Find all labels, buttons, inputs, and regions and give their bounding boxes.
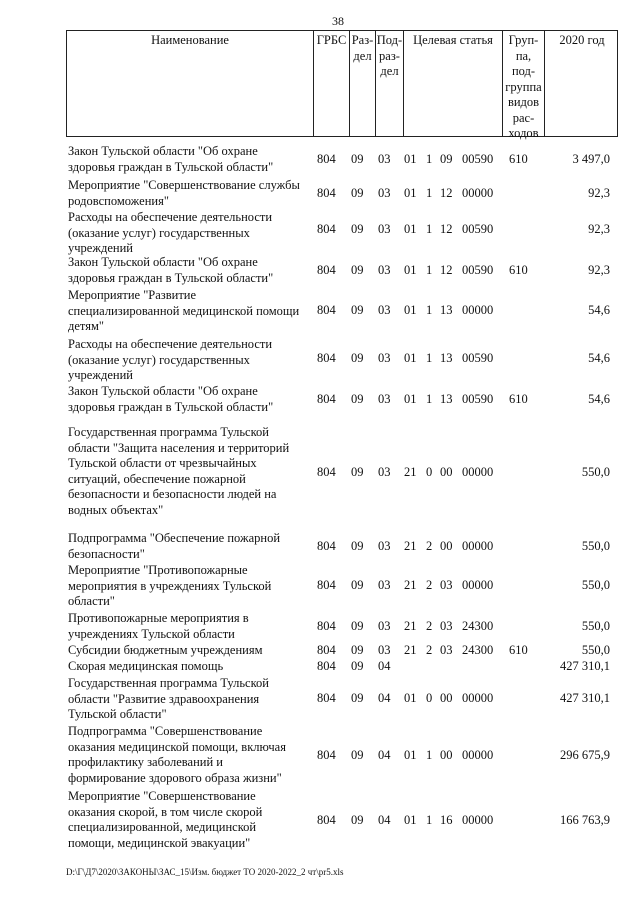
row-target-3: 12 <box>440 186 453 200</box>
row-razdel: 09 <box>351 539 364 553</box>
row-target-1: 01 <box>404 813 417 827</box>
row-target-1: 21 <box>404 578 417 592</box>
row-razdel: 09 <box>351 303 364 317</box>
row-sum: 550,0 <box>581 643 610 657</box>
row-target-1: 01 <box>404 263 417 277</box>
row-podrazdel: 04 <box>378 659 391 673</box>
row-razdel: 09 <box>351 578 364 592</box>
row-razdel: 09 <box>351 186 364 200</box>
row-razdel: 09 <box>351 813 364 827</box>
row-target-1: 01 <box>404 748 417 762</box>
row-grbs: 804 <box>317 351 336 365</box>
row-target-2: 1 <box>426 222 433 236</box>
row-group: 610 <box>509 392 528 406</box>
row-grbs: 804 <box>317 578 336 592</box>
row-sum: 550,0 <box>581 578 610 592</box>
row-target-3: 13 <box>440 392 453 406</box>
row-name: Противопожарные мероприятия в учреждениях Тульской области <box>68 611 249 641</box>
row-grbs: 804 <box>317 222 336 236</box>
row-target-1: 01 <box>404 351 417 365</box>
row-target-2: 2 <box>426 578 433 592</box>
row-target-1: 21 <box>404 539 417 553</box>
row-razdel: 09 <box>351 263 364 277</box>
row-grbs: 804 <box>317 691 336 705</box>
header-razdel-col <box>349 31 375 136</box>
row-target-2: 2 <box>426 643 433 657</box>
row-target-3: 00 <box>440 465 453 479</box>
row-target-2: 1 <box>426 152 433 166</box>
row-target-4: 00000 <box>462 186 494 200</box>
row-sum: 92,3 <box>588 186 610 200</box>
row-target-4: 00590 <box>462 222 494 236</box>
row-target-3: 13 <box>440 303 453 317</box>
row-podrazdel: 03 <box>378 263 391 277</box>
header-target-col <box>403 31 502 136</box>
row-podrazdel: 03 <box>378 643 391 657</box>
row-podrazdel: 03 <box>378 351 391 365</box>
row-sum: 296 675,9 <box>560 748 610 762</box>
row-grbs: 804 <box>317 813 336 827</box>
row-target-2: 1 <box>426 748 433 762</box>
file-path-footer: D:\Г\Д7\2020\ЗАКОНЫ\ЗАС_15\Изм. бюджет ТО 2020-2022_2 чт\pr5.xls <box>66 867 344 877</box>
row-target-4: 24300 <box>462 643 494 657</box>
row-target-2: 2 <box>426 619 433 633</box>
row-name: Скорая медицинская помощь <box>68 659 224 673</box>
row-grbs: 804 <box>317 392 336 406</box>
row-name: Расходы на обеспечение деятельности (оказание услуг) государственных учреждений <box>68 337 273 382</box>
row-target-3: 13 <box>440 351 453 365</box>
row-podrazdel: 03 <box>378 186 391 200</box>
row-razdel: 09 <box>351 392 364 406</box>
row-sum: 166 763,9 <box>560 813 610 827</box>
row-target-4: 00000 <box>462 578 494 592</box>
row-target-3: 16 <box>440 813 453 827</box>
row-sum: 550,0 <box>581 539 610 553</box>
page-number: 38 <box>332 14 344 28</box>
row-razdel: 09 <box>351 619 364 633</box>
row-name: Подпрограмма "Совершенствование оказания медицинской помощи, включая профилактику заболеваний и формирование здорового образа жизни" <box>68 724 286 785</box>
row-target-4: 24300 <box>462 619 494 633</box>
row-name: Мероприятие "Совершенствование оказания скорой, в том числе скорой специализированной, медицинской помощи, медицинской эвакуации" <box>68 789 263 850</box>
row-name: Подпрограмма "Обеспечение пожарной безопасности" <box>68 531 281 561</box>
row-target-2: 1 <box>426 392 433 406</box>
table-header <box>66 30 618 140</box>
header-year: 2020 год <box>559 33 605 47</box>
row-grbs: 804 <box>317 539 336 553</box>
row-name: Закон Тульской области "Об охране здоровья граждан в Тульской области" <box>68 384 274 414</box>
row-target-1: 01 <box>404 152 417 166</box>
row-target-1: 01 <box>404 303 417 317</box>
row-target-2: 2 <box>426 539 433 553</box>
row-target-3: 00 <box>440 691 453 705</box>
row-sum: 427 310,1 <box>560 691 610 705</box>
row-target-4: 00000 <box>462 465 494 479</box>
row-razdel: 09 <box>351 659 364 673</box>
row-target-1: 21 <box>404 619 417 633</box>
row-target-2: 1 <box>426 186 433 200</box>
row-podrazdel: 04 <box>378 748 391 762</box>
row-razdel: 09 <box>351 748 364 762</box>
row-podrazdel: 03 <box>378 619 391 633</box>
row-target-3: 00 <box>440 539 453 553</box>
row-target-2: 1 <box>426 263 433 277</box>
row-podrazdel: 03 <box>378 303 391 317</box>
row-grbs: 804 <box>317 465 336 479</box>
row-sum: 54,6 <box>588 392 610 406</box>
row-name: Субсидии бюджетным учреждениям <box>68 643 263 657</box>
row-group: 610 <box>509 152 528 166</box>
row-target-4: 00590 <box>462 351 494 365</box>
row-target-3: 03 <box>440 578 453 592</box>
row-podrazdel: 03 <box>378 465 391 479</box>
row-razdel: 09 <box>351 152 364 166</box>
row-razdel: 09 <box>351 691 364 705</box>
row-name: Закон Тульской области "Об охране здоровья граждан в Тульской области" <box>68 144 274 174</box>
row-sum: 54,6 <box>588 303 610 317</box>
row-podrazdel: 03 <box>378 392 391 406</box>
row-razdel: 09 <box>351 465 364 479</box>
row-podrazdel: 03 <box>378 222 391 236</box>
row-target-3: 09 <box>440 152 453 166</box>
row-name: Мероприятие "Развитие специализированной медицинской помощи детям" <box>68 288 300 333</box>
row-target-1: 21 <box>404 643 417 657</box>
row-target-4: 00000 <box>462 539 494 553</box>
row-grbs: 804 <box>317 643 336 657</box>
row-name: Мероприятие "Совершенствование службы родовспоможения" <box>68 178 300 208</box>
row-target-4: 00000 <box>462 748 494 762</box>
row-razdel: 09 <box>351 222 364 236</box>
row-grbs: 804 <box>317 659 336 673</box>
header-group: Груп- па, под- группа видов рас- ходов <box>505 33 542 140</box>
row-target-3: 00 <box>440 748 453 762</box>
header-group-col <box>502 31 544 140</box>
row-target-4: 00000 <box>462 691 494 705</box>
row-target-1: 01 <box>404 691 417 705</box>
row-sum: 92,3 <box>588 222 610 236</box>
row-target-1: 01 <box>404 186 417 200</box>
header-grbs: ГРБС <box>316 33 347 47</box>
row-name: Государственная программа Тульской области "Защита населения и территорий Тульской области от чрезвычайных ситуаций, обеспечение пожарной безопасности и безопасности людей на водных объектах" <box>68 425 290 517</box>
row-podrazdel: 03 <box>378 152 391 166</box>
header-grbs-col <box>313 31 349 136</box>
row-group: 610 <box>509 643 528 657</box>
row-name: Закон Тульской области "Об охране здоровья граждан в Тульской области" <box>68 255 274 285</box>
row-grbs: 804 <box>317 748 336 762</box>
row-target-2: 0 <box>426 465 433 479</box>
row-target-2: 1 <box>426 813 433 827</box>
row-podrazdel: 03 <box>378 539 391 553</box>
row-sum: 427 310,1 <box>560 659 610 673</box>
row-target-4: 00000 <box>462 303 494 317</box>
row-target-2: 0 <box>426 691 433 705</box>
row-podrazdel: 04 <box>378 813 391 827</box>
header-razdel: Раз- дел <box>351 33 374 63</box>
row-target-1: 21 <box>404 465 417 479</box>
row-target-4: 00590 <box>462 152 494 166</box>
row-sum: 550,0 <box>581 465 610 479</box>
row-target-3: 03 <box>440 643 453 657</box>
row-target-3: 12 <box>440 263 453 277</box>
row-target-4: 00590 <box>462 392 494 406</box>
row-target-1: 01 <box>404 222 417 236</box>
header-podrazdel-col <box>375 31 403 136</box>
row-grbs: 804 <box>317 186 336 200</box>
row-sum: 550,0 <box>581 619 610 633</box>
row-target-4: 00590 <box>462 263 494 277</box>
header-target: Целевая статья <box>413 33 493 47</box>
row-grbs: 804 <box>317 619 336 633</box>
header-podrazdel: Под- раз- дел <box>376 33 403 78</box>
header-name: Наименование <box>151 33 229 47</box>
row-target-3: 12 <box>440 222 453 236</box>
row-target-4: 00000 <box>462 813 494 827</box>
row-grbs: 804 <box>317 303 336 317</box>
row-razdel: 09 <box>351 351 364 365</box>
row-name: Расходы на обеспечение деятельности (оказание услуг) государственных учреждений <box>68 210 273 255</box>
row-target-2: 1 <box>426 351 433 365</box>
row-name: Мероприятие "Противопожарные мероприятия в учреждениях Тульской области" <box>68 563 272 608</box>
row-target-3: 03 <box>440 619 453 633</box>
row-name: Государственная программа Тульской области "Развитие здравоохранения Тульской области" <box>68 676 269 721</box>
row-podrazdel: 04 <box>378 691 391 705</box>
row-sum: 54,6 <box>588 351 610 365</box>
row-group: 610 <box>509 263 528 277</box>
header-year-col <box>544 31 619 136</box>
row-podrazdel: 03 <box>378 578 391 592</box>
row-grbs: 804 <box>317 152 336 166</box>
header-name-col <box>67 31 313 136</box>
row-grbs: 804 <box>317 263 336 277</box>
row-target-2: 1 <box>426 303 433 317</box>
row-sum: 92,3 <box>588 263 610 277</box>
row-target-1: 01 <box>404 392 417 406</box>
row-razdel: 09 <box>351 643 364 657</box>
row-sum: 3 497,0 <box>572 152 610 166</box>
